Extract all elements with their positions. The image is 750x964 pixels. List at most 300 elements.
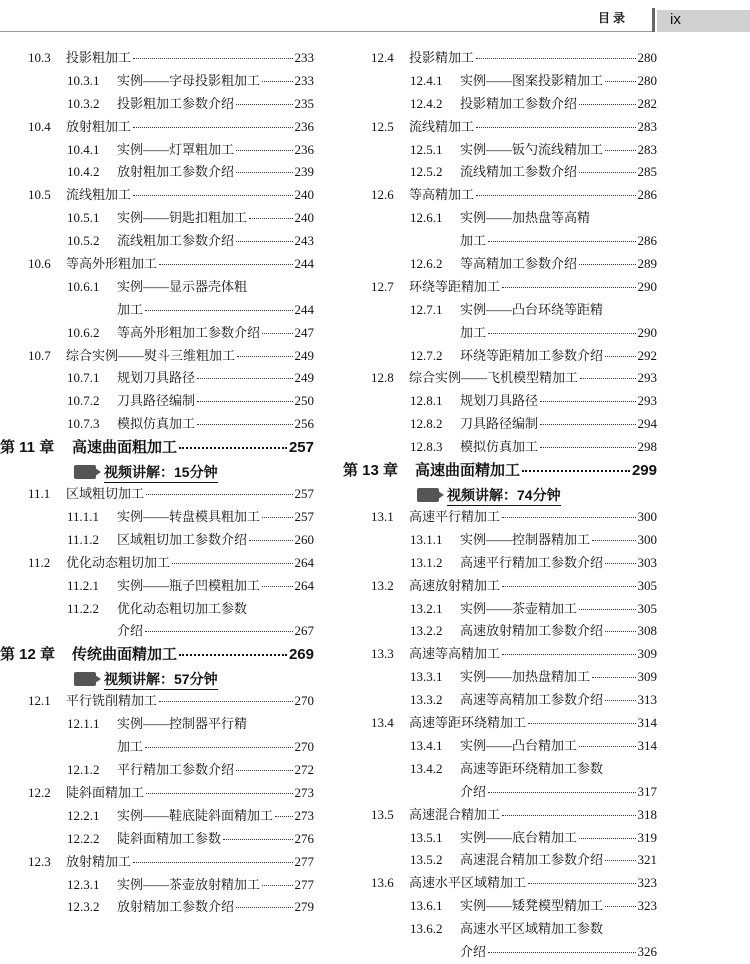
dot-leader	[502, 654, 635, 655]
toc-number: 12.8.3	[410, 439, 443, 455]
toc-subsection[interactable]	[0, 598, 314, 621]
toc-page-number: 280	[637, 50, 657, 65]
toc-subsection-continuation[interactable]	[0, 299, 314, 322]
toc-page-number: 299	[631, 462, 657, 480]
toc-number: 11.1.1	[67, 509, 100, 525]
toc-number: 13.3.1	[410, 669, 443, 685]
toc-title: 高速等高精加工	[409, 646, 501, 662]
toc-number: 10.6.1	[67, 278, 100, 294]
dot-leader	[605, 906, 635, 907]
dot-leader	[488, 792, 635, 793]
toc-page-number: 279	[294, 899, 314, 915]
toc-number: 12.1.1	[67, 716, 100, 732]
dot-leader	[262, 517, 292, 518]
toc-section[interactable]	[343, 575, 657, 598]
toc-section[interactable]	[0, 782, 314, 805]
toc-page-number: 243	[294, 233, 314, 249]
toc-page-number: 250	[294, 393, 314, 409]
dot-leader	[197, 401, 292, 402]
toc-page-number: 257	[294, 509, 314, 525]
toc-number: 10.7.2	[67, 393, 100, 409]
toc-subsection[interactable]	[343, 345, 657, 368]
toc-number: 13.4	[371, 715, 394, 731]
toc-section[interactable]	[343, 116, 657, 139]
toc-title: 高速水平区域精加工参数	[460, 921, 604, 937]
toc-page-number: 317	[637, 783, 657, 799]
video-camera-icon	[74, 672, 96, 686]
toc-subsection[interactable]	[0, 139, 314, 162]
toc-page-number: 285	[637, 164, 657, 180]
toc-subsection[interactable]	[0, 506, 314, 529]
toc-title: 流线精加工参数介绍	[460, 164, 578, 180]
dot-leader	[502, 815, 635, 816]
toc-number: 12.7.2	[410, 347, 443, 363]
toc-number: 13.1.2	[410, 554, 443, 570]
dot-leader	[236, 150, 292, 151]
dot-leader	[145, 747, 292, 748]
toc-number: 10.4.2	[67, 164, 100, 180]
toc-section[interactable]	[0, 483, 314, 506]
toc-subsection[interactable]	[343, 827, 657, 850]
toc-subsection[interactable]	[343, 895, 657, 918]
toc-section[interactable]	[0, 116, 314, 139]
toc-title: 实例——鞋底陡斜面精加工	[117, 807, 274, 823]
toc-subsection[interactable]	[343, 93, 657, 116]
toc-title: 等高外形粗加工	[66, 256, 158, 272]
toc-section[interactable]	[343, 276, 657, 299]
toc-title: 陡斜面精加工	[66, 784, 145, 800]
toc-number: 11.2.2	[67, 600, 100, 616]
toc-page-number: 309	[637, 669, 657, 685]
toc-title: 实例——加热盘等高精	[460, 210, 591, 226]
toc-title: 综合实例——熨斗三维粗加工	[66, 347, 236, 363]
toc-page-number: 314	[637, 715, 657, 731]
toc-section[interactable]	[343, 804, 657, 827]
toc-title: 高速混合精加工参数介绍	[460, 852, 604, 868]
toc-number: 第 12 章	[0, 646, 56, 664]
toc-subsection[interactable]	[0, 390, 314, 413]
toc-number: 10.5.2	[67, 233, 100, 249]
toc-section[interactable]	[343, 872, 657, 895]
dot-leader	[592, 540, 635, 541]
toc-subsection-continuation[interactable]	[343, 322, 657, 345]
toc-number: 10.3.2	[67, 95, 100, 111]
toc-subsection[interactable]	[0, 759, 314, 782]
toc-page-number: 303	[637, 554, 657, 570]
dot-leader	[488, 333, 635, 334]
toc-subsection[interactable]	[343, 161, 657, 184]
toc-subsection[interactable]	[343, 689, 657, 712]
toc-title: 规划刀具路径	[460, 393, 539, 409]
toc-number: 13.5	[371, 806, 394, 822]
dot-leader	[476, 127, 635, 128]
toc-number: 12.2.1	[67, 807, 100, 823]
toc-subsection[interactable]	[0, 575, 314, 598]
dot-leader	[502, 287, 635, 288]
dot-leader	[133, 58, 292, 59]
toc-subsection[interactable]	[343, 436, 657, 459]
toc-section[interactable]	[343, 712, 657, 735]
video-lecture-label: 视频讲解：15分钟	[104, 462, 218, 483]
video-lecture-label: 视频讲解：57分钟	[104, 669, 218, 690]
toc-title: 实例——茶壶精加工	[460, 600, 578, 616]
video-lecture-link[interactable]	[0, 461, 314, 483]
toc-subsection[interactable]	[0, 207, 314, 230]
dot-leader	[197, 424, 292, 425]
toc-subsection[interactable]	[343, 299, 657, 322]
toc-number: 第 11 章	[0, 439, 55, 457]
toc-column-left	[0, 47, 314, 919]
dot-leader	[249, 540, 292, 541]
toc-number: 13.6.1	[410, 898, 443, 914]
toc-subsection-continuation[interactable]	[0, 620, 314, 643]
toc-page-number: 319	[637, 829, 657, 845]
toc-title: 区域粗切加工参数介绍	[117, 531, 248, 547]
toc-title: 放射粗加工	[66, 118, 132, 134]
toc-title: 高速等距环绕精加工	[409, 715, 527, 731]
toc-number: 13.2.2	[410, 623, 443, 639]
toc-page-number: 277	[294, 876, 314, 892]
toc-subsection-continuation[interactable]	[343, 230, 657, 253]
toc-subsection[interactable]	[0, 161, 314, 184]
header-rule	[0, 31, 652, 32]
toc-title: 高速等高精加工参数介绍	[460, 692, 604, 708]
toc-page-number: 249	[294, 347, 314, 363]
dot-leader	[605, 860, 635, 861]
toc-title: 模拟仿真加工	[117, 416, 196, 432]
toc-subsection[interactable]	[343, 918, 657, 941]
toc-section[interactable]	[0, 345, 314, 368]
toc-subsection[interactable]	[0, 276, 314, 299]
toc-number: 12.7.1	[410, 301, 443, 317]
toc-title: 实例——控制器精加工	[460, 531, 591, 547]
video-camera-icon	[417, 488, 439, 502]
toc-page-number: 282	[637, 95, 657, 111]
dot-leader	[605, 700, 635, 701]
dot-leader	[522, 470, 630, 472]
dot-leader	[159, 264, 292, 265]
toc-page-number: 247	[294, 324, 314, 340]
dot-leader	[236, 172, 292, 173]
toc-subsection[interactable]	[343, 207, 657, 230]
toc-page-number: 309	[637, 646, 657, 662]
toc-subsection[interactable]	[343, 529, 657, 552]
toc-number: 12.3.2	[67, 899, 100, 915]
toc-number: 12.8.1	[410, 393, 443, 409]
header-divider	[652, 8, 655, 32]
toc-page-number: 276	[294, 830, 314, 846]
toc-number: 10.5.1	[67, 210, 100, 226]
toc-subsection[interactable]	[0, 413, 314, 436]
toc-page-number: 257	[288, 439, 314, 457]
toc-title: 刀具路径编制	[117, 393, 196, 409]
toc-number: 13.1	[371, 509, 394, 525]
toc-page-number: 277	[294, 853, 314, 869]
toc-page-number: 260	[294, 531, 314, 547]
toc-title: 投影粗加工	[66, 50, 132, 65]
toc-title: 优化动态粗切加工	[66, 554, 171, 570]
toc-page-number: 267	[294, 623, 314, 639]
toc-number: 13.4.1	[410, 737, 443, 753]
dot-leader	[236, 241, 292, 242]
toc-subsection[interactable]	[343, 139, 657, 162]
dot-leader	[262, 885, 292, 886]
toc-subsection[interactable]	[343, 552, 657, 575]
toc-title: 高速等距环绕精加工参数	[460, 760, 604, 776]
toc-page-number: 286	[637, 187, 657, 203]
toc-title: 等高精加工参数介绍	[460, 256, 578, 272]
dot-leader	[605, 356, 635, 357]
toc-subsection[interactable]	[0, 874, 314, 897]
toc-number: 11.2	[28, 554, 51, 570]
dot-leader	[262, 81, 292, 82]
dot-leader	[488, 952, 635, 953]
toc-page-number: 235	[294, 95, 314, 111]
toc-subsection-continuation[interactable]	[343, 941, 657, 964]
toc-page-number: 240	[294, 210, 314, 226]
toc-number: 13.2	[371, 577, 394, 593]
toc-title: 环绕等距精加工参数介绍	[460, 347, 604, 363]
toc-title: 实例——钥匙扣粗加工	[117, 210, 248, 226]
toc-number: 12.1	[28, 693, 51, 709]
toc-title: 放射粗加工参数介绍	[117, 164, 235, 180]
toc-chapter[interactable]	[0, 436, 314, 461]
toc-subsection[interactable]	[0, 93, 314, 116]
toc-page-number: 305	[637, 577, 657, 593]
toc-number: 13.4.2	[410, 760, 443, 776]
toc-chapter[interactable]	[343, 459, 657, 484]
dot-leader	[236, 770, 292, 771]
toc-section[interactable]	[0, 47, 314, 70]
toc-title: 流线粗加工	[66, 187, 132, 203]
dot-leader	[179, 447, 287, 449]
dot-leader	[262, 586, 292, 587]
video-lecture-link[interactable]	[343, 484, 657, 506]
dot-leader	[528, 723, 635, 724]
toc-page-number: 273	[294, 784, 314, 800]
toc-title: 投影精加工参数介绍	[460, 95, 578, 111]
toc-title: 区域粗切加工	[66, 486, 145, 502]
toc-subsection[interactable]	[343, 413, 657, 436]
dot-leader	[262, 333, 292, 334]
toc-title-continuation: 加工	[460, 324, 487, 340]
toc-title: 放射精加工参数介绍	[117, 899, 235, 915]
dot-leader	[172, 563, 292, 564]
toc-subsection[interactable]	[343, 758, 657, 781]
dot-leader	[197, 378, 292, 379]
dot-leader	[159, 701, 292, 702]
toc-section[interactable]	[0, 690, 314, 713]
dot-leader	[145, 310, 292, 311]
toc-number: 第 13 章	[343, 462, 399, 480]
toc-page-number: 305	[637, 600, 657, 616]
toc-number: 12.5.1	[410, 141, 443, 157]
toc-number: 12.5.2	[410, 164, 443, 180]
toc-page-number: 283	[637, 141, 657, 157]
toc-page-number: 240	[294, 187, 314, 203]
toc-title: 高速平行精加工参数介绍	[460, 554, 604, 570]
toc-chapter[interactable]	[0, 643, 314, 668]
toc-subsection[interactable]	[0, 70, 314, 93]
toc-subsection[interactable]	[0, 230, 314, 253]
toc-page-number: 283	[637, 118, 657, 134]
toc-page-number: 300	[637, 531, 657, 547]
toc-section[interactable]	[0, 552, 314, 575]
toc-section[interactable]	[0, 253, 314, 276]
toc-number: 10.4	[28, 118, 51, 134]
toc-number: 12.4	[371, 50, 394, 65]
dot-leader	[605, 150, 635, 151]
toc-title: 实例——茶壶放射精加工	[117, 876, 261, 892]
dot-leader	[488, 241, 635, 242]
toc-subsection[interactable]	[343, 735, 657, 758]
toc-subsection[interactable]	[343, 390, 657, 413]
toc-subsection[interactable]	[0, 896, 314, 919]
dot-leader	[605, 563, 635, 564]
toc-title-continuation: 介绍	[460, 783, 487, 799]
dot-leader	[580, 378, 635, 379]
toc-subsection[interactable]	[0, 367, 314, 390]
toc-title: 高速曲面精加工	[415, 462, 521, 480]
toc-title: 高速曲面粗加工	[72, 439, 178, 457]
toc-page-number: 244	[294, 301, 314, 317]
toc-page-number: 233	[294, 72, 314, 88]
dot-leader	[502, 517, 635, 518]
toc-title: 综合实例——飞机模型精加工	[409, 370, 579, 386]
dot-leader	[605, 81, 635, 82]
toc-page-number: 256	[294, 416, 314, 432]
toc-page-number: 289	[637, 256, 657, 272]
toc-page-number: 290	[637, 278, 657, 294]
dot-leader	[605, 631, 635, 632]
toc-number: 12.2	[28, 784, 51, 800]
toc-page-number: 313	[637, 692, 657, 708]
dot-leader	[236, 907, 292, 908]
dot-leader	[133, 862, 292, 863]
toc-subsection-continuation[interactable]	[343, 781, 657, 804]
toc-subsection[interactable]	[0, 529, 314, 552]
toc-page-number: 323	[637, 875, 657, 891]
toc-subsection[interactable]	[343, 849, 657, 872]
toc-number: 13.2.1	[410, 600, 443, 616]
toc-title: 流线精加工	[409, 118, 475, 134]
toc-title: 实例——字母投影粗加工	[117, 72, 261, 88]
dot-leader	[476, 195, 635, 196]
toc-page-number: 292	[637, 347, 657, 363]
toc-title: 实例——矮凳模型精加工	[460, 898, 604, 914]
toc-number: 12.6.1	[410, 210, 443, 226]
toc-title-continuation: 介绍	[117, 623, 144, 639]
toc-number: 13.6	[371, 875, 394, 891]
toc-number: 13.1.1	[410, 531, 443, 547]
toc-subsection[interactable]	[0, 828, 314, 851]
toc-title-continuation: 加工	[117, 739, 144, 755]
toc-title: 高速平行精加工	[409, 509, 501, 525]
toc-title: 实例——显示器壳体粗	[117, 278, 248, 294]
toc-section[interactable]	[0, 851, 314, 874]
toc-title: 实例——图案投影精加工	[460, 72, 604, 88]
toc-number: 13.3.2	[410, 692, 443, 708]
toc-page-number: 257	[294, 486, 314, 502]
toc-number: 12.3	[28, 853, 51, 869]
toc-title-continuation: 加工	[460, 233, 487, 249]
toc-number: 10.7	[28, 347, 51, 363]
dot-leader	[275, 816, 292, 817]
toc-title: 实例——灯罩粗加工	[117, 141, 235, 157]
toc-title: 刀具路径编制	[460, 416, 539, 432]
toc-page-number: 293	[637, 370, 657, 386]
toc-subsection-continuation[interactable]	[0, 736, 314, 759]
toc-page-number: 326	[637, 943, 657, 959]
toc-page-number: 286	[637, 233, 657, 249]
toc-title: 实例——加热盘精加工	[460, 669, 591, 685]
toc-title: 实例——控制器平行精	[117, 716, 248, 732]
dot-leader	[540, 447, 635, 448]
video-lecture-link[interactable]	[0, 668, 314, 690]
toc-title: 放射精加工	[66, 853, 132, 869]
toc-subsection[interactable]	[343, 253, 657, 276]
toc-page-number: 290	[637, 324, 657, 340]
toc-subsection[interactable]	[0, 322, 314, 345]
toc-subsection[interactable]	[0, 713, 314, 736]
toc-section[interactable]	[0, 184, 314, 207]
toc-title: 实例——底台精加工	[460, 829, 578, 845]
dot-leader	[133, 127, 292, 128]
toc-number: 10.5	[28, 187, 51, 203]
toc-subsection[interactable]	[343, 620, 657, 643]
toc-number: 12.4.2	[410, 95, 443, 111]
toc-subsection[interactable]	[0, 805, 314, 828]
toc-number: 11.2.1	[67, 577, 100, 593]
toc-page-number: 294	[637, 416, 657, 432]
toc-section[interactable]	[343, 184, 657, 207]
toc-title: 投影精加工	[409, 50, 475, 65]
toc-number: 11.1	[28, 486, 51, 502]
toc-number: 13.3	[371, 646, 394, 662]
toc-subsection[interactable]	[343, 70, 657, 93]
dot-leader	[146, 793, 292, 794]
page-number: ix	[670, 11, 681, 28]
toc-section[interactable]	[343, 643, 657, 666]
toc-number: 12.5	[371, 118, 394, 134]
toc-title: 陡斜面精加工参数	[117, 830, 222, 846]
dot-leader	[179, 654, 287, 656]
toc-section[interactable]	[343, 367, 657, 390]
toc-title: 环绕等距精加工	[409, 278, 501, 294]
toc-page-number: 233	[294, 50, 314, 65]
toc-page-number: 270	[294, 739, 314, 755]
dot-leader	[146, 494, 292, 495]
toc-page-number: 249	[294, 370, 314, 386]
toc-page-number: 270	[294, 693, 314, 709]
toc-title: 模拟仿真加工	[460, 439, 539, 455]
toc-page-number: 236	[294, 118, 314, 134]
toc-number: 10.6.2	[67, 324, 100, 340]
toc-subsection[interactable]	[343, 666, 657, 689]
toc-subsection[interactable]	[343, 598, 657, 621]
toc-number: 12.2.2	[67, 830, 100, 846]
toc-number: 12.7	[371, 278, 394, 294]
toc-page-number: 236	[294, 141, 314, 157]
toc-number: 12.8.2	[410, 416, 443, 432]
toc-page-number: 273	[294, 807, 314, 823]
toc-section[interactable]	[343, 506, 657, 529]
toc-page-number: 244	[294, 256, 314, 272]
toc-section[interactable]	[343, 47, 657, 70]
toc-title: 等高外形粗加工参数介绍	[117, 324, 261, 340]
toc-number: 10.4.1	[67, 141, 100, 157]
toc-number: 13.6.2	[410, 921, 443, 937]
